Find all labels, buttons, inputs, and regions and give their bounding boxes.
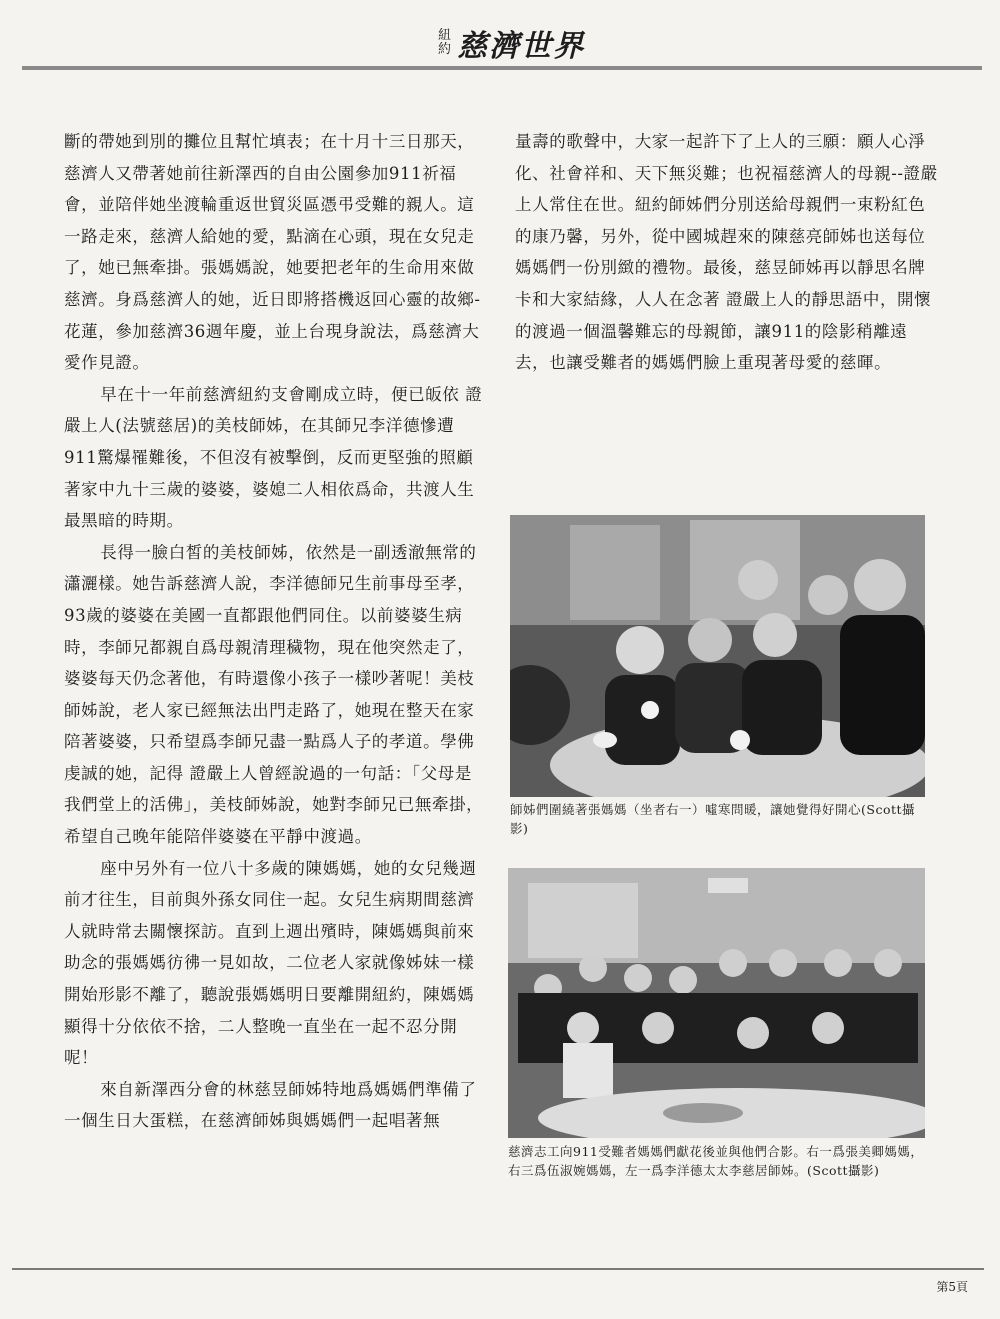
paragraph: 來自新澤西分會的林慈昱師姊特地爲媽媽們準備了一個生日大蛋糕，在慈濟師姊與媽媽們一起唱著無: [64, 1079, 477, 1131]
photo-volunteers-greeting: [510, 515, 925, 797]
masthead-title: 慈濟世界: [457, 29, 586, 64]
header-rule: [22, 66, 982, 70]
paragraph: 長得一臉白皙的美枝師姊，依然是一副透澈無常的瀟灑樣。她告訴慈濟人說，李洋德師兄生前事母至孝，93歲的婆婆在美國一直都跟他們同住。以前婆婆生病時，李師兄都親自爲母親清理穢物，現在他突然走了，婆婆每天仍念著他，有時還像小孩子一樣吵著呢！美枝師姊說，老人家已經無法出門走路了，她現在整天在家陪著婆婆，只希望爲李師兄盡一點爲人子的孝道。學佛虔誠的她，記得 證嚴上人曾經說過的一句話：「父母是我們堂上的活佛」，美枝師姊說，她對李師兄已無牽掛，希望自己晚年能陪伴婆婆在平靜中渡過。: [64, 542, 484, 847]
masthead: [438, 22, 585, 64]
paragraph: 座中另外有一位八十多歲的陳媽媽，她的女兒幾週前才往生，目前與外孫女同住一起。女兒生病期間慈濟人就時常去關懷探訪。直到上週出殯時，陳媽媽與前來助念的張媽媽彷彿一見如故，二位老人家就像姊妹一樣開始形影不離了，聽說張媽媽明日要離開紐約，陳媽媽顯得十分依依不捨，二人整晚一直坐在一起不忍分開呢！: [64, 858, 477, 1068]
photo-caption: 師姊們圍繞著張媽媽（坐者右一）噓寒問暖，讓她覺得好開心(Scott攝影): [510, 802, 916, 836]
masthead-location: [438, 29, 451, 57]
left-column: [64, 126, 484, 1137]
masthead-small-bottom: 約: [438, 42, 452, 57]
footer-rule: [12, 1268, 984, 1270]
paragraph: 早在十一年前慈濟紐約支會剛成立時，便已皈依 證嚴上人(法號慈居)的美枝師姊，在其師兄李洋德慘遭911驚爆罹難後，不但沒有被擊倒，反而更堅強的照顧著家中九十三歲的婆婆，婆媳二人相依爲命，共渡人生最黑暗的時期。: [64, 384, 483, 531]
masthead-small-top: 紐: [438, 28, 452, 43]
photo-group-portrait: [508, 868, 925, 1138]
page-number: 第5頁: [936, 1280, 968, 1294]
paragraph: 量壽的歌聲中，大家一起許下了上人的三願：願人心淨化、社會祥和、天下無災難；也祝福慈濟人的母親--證嚴上人常住在世。紐約師姊們分別送給母親們一束粉紅色的康乃馨，另外，從中國城趕來的陳慈亮師姊也送每位媽媽們一份別緻的禮物。最後，慈昱師姊再以靜思名牌卡和大家結緣，人人在念著 證嚴上人的靜思語中，開懷的渡過一個溫馨難忘的母親節，讓911的陰影稍離遠去，也讓受難者的媽媽們臉上重現著母愛的慈暉。: [515, 132, 938, 373]
right-column: [515, 126, 940, 379]
photo-caption: 慈濟志工向911受難者媽媽們獻花後並與他們合影。右一爲張美卿媽媽，右三爲伍淑婉媽媽，左一爲李洋德太太李慈居師姊。(Scott攝影): [508, 1144, 924, 1178]
paragraph: 斷的帶她到別的攤位且幫忙填表；在十月十三日那天，慈濟人又帶著她前往新澤西的自由公園參加911祈福會，並陪伴她坐渡輪重返世貿災區憑弔受難的親人。這一路走來，慈濟人給她的愛，點滴在心頭，現在女兒走了，她已無牽掛。張媽媽說，她要把老年的生命用來做慈濟。身爲慈濟人的她，近日即將搭機返回心靈的故鄉-花蓮，參加慈濟36週年慶，並上台現身說法，爲慈濟大愛作見證。: [64, 132, 481, 373]
